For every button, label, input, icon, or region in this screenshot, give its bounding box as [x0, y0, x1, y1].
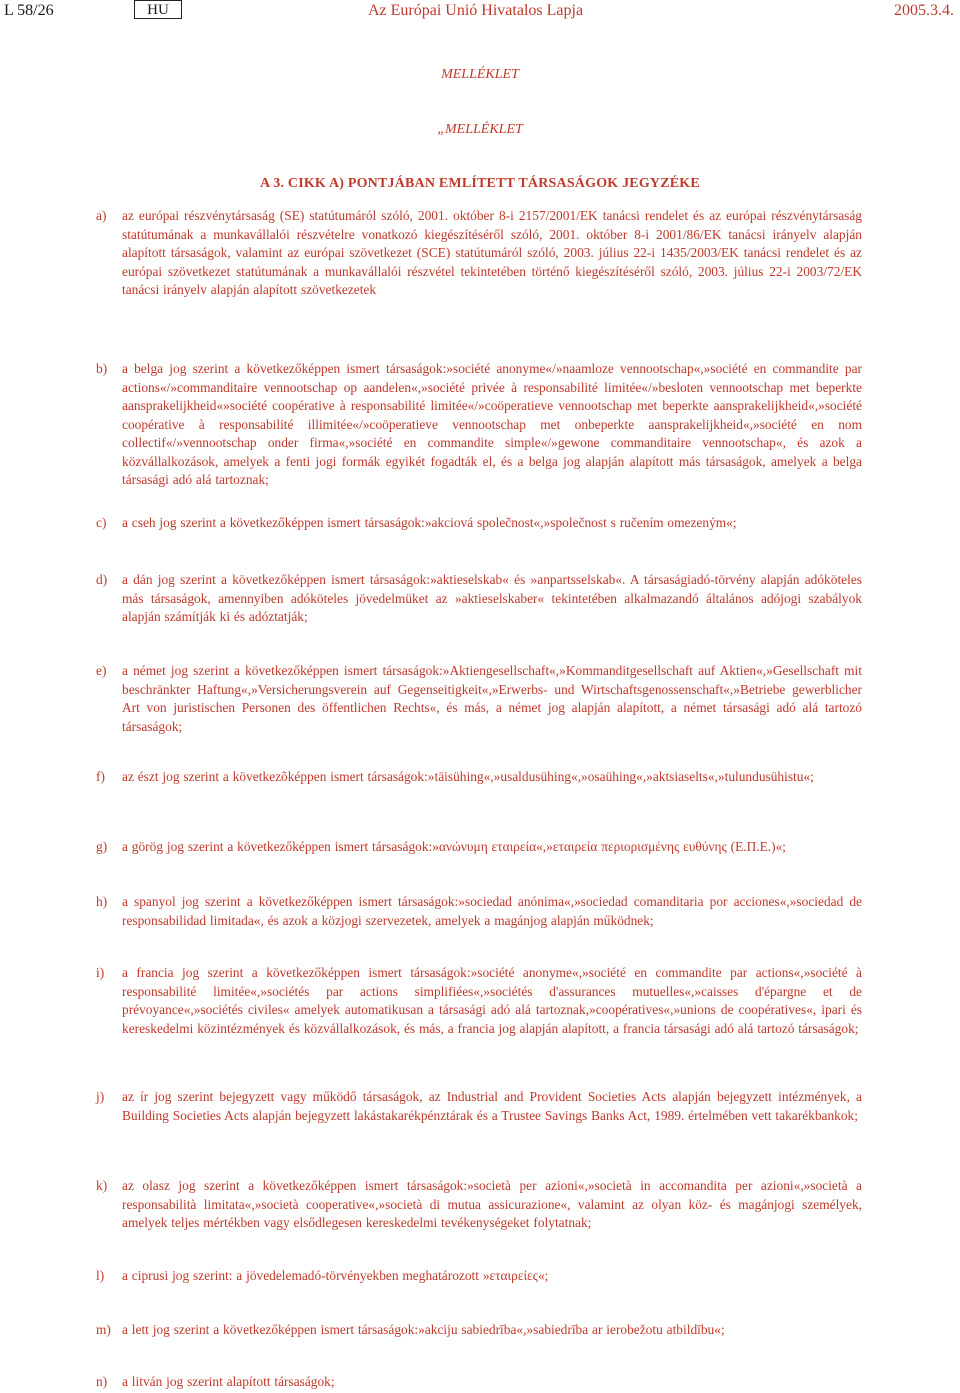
- journal-title: Az Európai Unió Hivatalos Lapja: [368, 2, 584, 19]
- item-text: az ír jog szerint bejegyzett vagy működő társaságok, az Industrial and Provident Societies Acts alapján bejegyzett intézmények, a Building Societies Acts alapján bejegyzett lakástakarékpénztárak és a Trustee Savings Banks Act, 1989. értelmében vett takarékbankok;: [122, 1089, 862, 1123]
- item-label: m): [96, 1322, 111, 1337]
- item-text: a ciprusi jog szerint: a jövedelemadó-törvényekben meghatározott »εταιρείες«;: [122, 1268, 549, 1283]
- list-item-g: [96, 838, 862, 857]
- annex-subtitle: „MELLÉKLET: [437, 122, 523, 137]
- item-text: a francia jog szerint a következőképpen ismert társaságok:»société anonyme«,»société en commandite par actions«,»société à responsabilité limitée«,»sociétés par actions simplifiées«,»sociétés d'assurances mutuelles«,»caisses d'épargne et de prévoyance«,»sociétés civiles« amelyek automatikusan a társasági adó alá tartoznak,»coopératives«,»unions de coopératives«, ipari és kereskedelmi közintézmények és közvállalkozások, és más, a francia jog alapján alapított, a francia társasági adó alá tartozó társaságok;: [122, 965, 862, 1036]
- item-text: az európai részvénytársaság (SE) statútumáról szóló, 2001. október 8-i 2157/2001/EK tanácsi rendelet és az európai részvénytársaság statútumának a munkavállalói részvételre vonatkozó kiegészítéséről szóló, 2001. október 8-i 2001/86/EK tanácsi irányelv alapján alapított társaságok, valamint az európai szövetkezet (SCE) statútumáról szóló, 2003. július 22-i 1435/2003/EK tanácsi rendelet és az európai szövetkezet statútumának a munkavállalói részvétel tekintetében történő kiegészítéséről szóló, 2003. július 22-i 2003/72/EK tanácsi irányelv alapján alapított szövetkezetek: [122, 208, 862, 297]
- item-label: a): [96, 208, 107, 223]
- annex-title: MELLÉKLET: [441, 67, 519, 82]
- item-label: h): [96, 894, 108, 909]
- item-text: az észt jog szerint a következõképpen ismert társaságok:»täisühing«,»usaldusühing«,»osaühing«,»aktsiaselts«,»tulundusühistu«;: [122, 769, 814, 784]
- item-label: f): [96, 769, 105, 784]
- item-text: a dán jog szerint a következőképpen ismert társaságok:»aktieselskab« és »anpartsselskab«. A társaságiadó-törvény alapján adóköteles más társaságok, amennyiben adóköteles jövedelmüket az »aktieselskaber« tekintetében alkalmazandó általános adójogi szabályok alapján számítják ki és adóztatják;: [122, 572, 862, 624]
- list-item-n: [96, 1373, 862, 1392]
- item-text: a litván jog szerint alapított társaságok;: [122, 1374, 335, 1389]
- page-number: L 58/26: [4, 2, 54, 19]
- list-item-f: [96, 768, 862, 787]
- list-item-j: [96, 1088, 862, 1125]
- list-item-m: [96, 1321, 862, 1340]
- item-text: a görög jog szerint a következőképpen ismert társaságok:»ανώνυμη εταιρεία«,»εταιρεία περιορισμένης ευθύνης (Ε.Π.Ε.)«;: [122, 839, 787, 854]
- language-badge: HU: [134, 0, 182, 19]
- item-text: a spanyol jog szerint a következőképpen ismert társaságok:»sociedad anónima«,»sociedad comanditaria por acciones«,»sociedad de responsabilidad limitada«, és azok a közjogi szervezetek, amelyek a magánjog alapján működnek;: [122, 894, 862, 928]
- item-text: a német jog szerint a következőképpen ismert társaságok:»Aktiengesellschaft«,»Kommanditgesellschaft auf Aktien«,»Gesellschaft mit beschränkter Haftung«,»Versicherungsverein auf Gegenseitigkeit«,»Erwerbs- und Wirtschaftsgenossenschaft«,»Betriebe gewerblicher Art von juristischen Personen des öffentlichen Rechts«, és más, a német jog alapján alapított, a német társasági adó alá tartozó társaságok;: [122, 663, 862, 734]
- list-item-h: [96, 893, 862, 930]
- page-header: [0, 0, 960, 22]
- item-text: a cseh jog szerint a következőképpen ismert társaságok:»akciová společnost«,»společnost s ručením omezeným«;: [122, 515, 737, 530]
- item-text: a lett jog szerint a következőképpen ismert társaságok:»akciju sabiedrība«,»sabiedrība ar ierobežotu atbildību«;: [122, 1322, 725, 1337]
- list-item-c: [96, 514, 862, 533]
- list-item-k: [96, 1177, 862, 1233]
- section-heading: A 3. CIKK A) PONTJÁBAN EMLÍTETT TÁRSASÁGOK JEGYZÉKE: [260, 176, 700, 191]
- publication-date: 2005.3.4.: [894, 2, 954, 19]
- item-label: b): [96, 361, 108, 376]
- item-label: k): [96, 1178, 108, 1193]
- list-item-b: [96, 360, 862, 490]
- item-label: n): [96, 1374, 108, 1389]
- item-label: g): [96, 839, 108, 854]
- item-text: a belga jog szerint a következőképpen ismert társaságok:»société anonyme«/»naamloze vennootschap«,»société en commandite par actions«/»commanditaire vennootschap op aandelen«,»société privée à responsabilité limitée«/»besloten vennootschap met beperkte aansprakelijkheid«»société coopérative à responsabilité limitée«/»coöperatieve vennootschap met beperkte aansprakelijkheid«,»société coopérative à responsabilité illimitée«/»coöperatieve vennootschap met onbeperkte aansprakelijkheid«,»société en nom collectif«/»vennootschap onder firma«,»société en commandite simple«/»gewone commanditaire vennootschap«, és azok a közvállalkozások, amelyek a fenti jogi formák egyikét fogadták el, és a belga jog alapján alapított más társaságok, amelyek a belga társasági adó alá tartoznak;: [122, 361, 862, 487]
- list-item-d: [96, 571, 862, 627]
- item-label: i): [96, 965, 105, 980]
- item-label: j): [96, 1089, 105, 1104]
- list-item-i: [96, 964, 862, 1038]
- item-text: az olasz jog szerint a következőképpen ismert társaságok:»società per azioni«,»società in accomandita per azioni«,»società a responsabilità limitata«,»società cooperative«,»società di mutua assicurazione«, valamint az olyan köz- és magánjogi személyek, amelyek teljes mértékben vagy elsődlegesen kereskedelmi tevékenységeket folytatnak;: [122, 1178, 862, 1230]
- item-label: e): [96, 663, 107, 678]
- list-item-l: [96, 1267, 862, 1286]
- list-item-e: [96, 662, 862, 736]
- item-label: l): [96, 1268, 105, 1283]
- item-label: c): [96, 515, 107, 530]
- item-label: d): [96, 572, 108, 587]
- list-item-a: [96, 207, 862, 300]
